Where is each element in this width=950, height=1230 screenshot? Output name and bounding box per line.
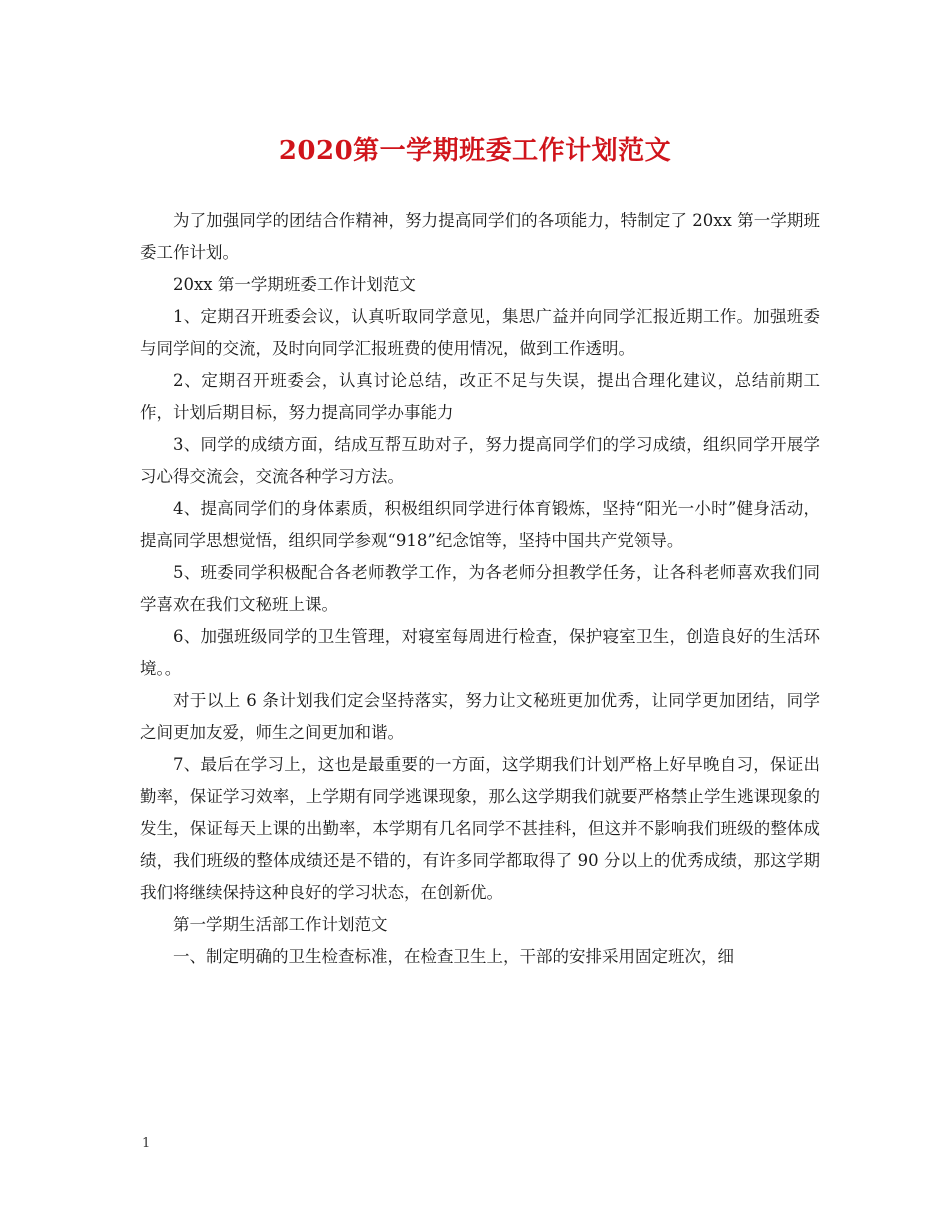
paragraph-item-4: 4、提高同学们的身体素质，积极组织同学进行体育锻炼，坚持“阳光一小时”健身活动，提高同学思想觉悟，组织同学参观“918”纪念馆等，坚持中国共产党领导。 <box>140 499 820 550</box>
paragraph-summary: 对于以上 6 条计划我们定会坚持落实，努力让文秘班更加优秀，让同学更加团结，同学之间更加友爱，师生之间更加和谐。 <box>140 691 820 742</box>
paragraph-item-7: 7、最后在学习上，这也是最重要的一方面，这学期我们计划严格上好早晚自习，保证出勤率，保证学习效率，上学期有同学逃课现象，那么这学期我们就要严格禁止学生逃课现象的发生，保证每天上课的出勤率，本学期有几名同学不甚挂科，但这并不影响我们班级的整体成绩，我们班级的整体成绩还是不错的，有许多同学都取得了 90 分以上的优秀成绩，那这学期我们将继续保持这种良好的学习状态，在创新优。 <box>140 755 820 902</box>
document-title: 2020第一学期班委工作计划范文 <box>278 136 672 166</box>
document-body <box>140 205 820 973</box>
paragraph-item-5: 5、班委同学积极配合各老师教学工作，为各老师分担教学任务，让各科老师喜欢我们同学喜欢在我们文秘班上课。 <box>140 563 820 614</box>
paragraph-item-1: 1、定期召开班委会议，认真听取同学意见，集思广益并向同学汇报近期工作。加强班委与同学间的交流，及时向同学汇报班费的使用情况，做到工作透明。 <box>140 307 820 358</box>
paragraph-section-item-1: 一、制定明确的卫生检查标准，在检查卫生上，干部的安排采用固定班次，细 <box>173 947 734 966</box>
paragraph-item-6: 6、加强班级同学的卫生管理，对寝室每周进行检查，保护寝室卫生，创造良好的生活环境。。 <box>140 627 820 678</box>
paragraph-intro: 为了加强同学的团结合作精神，努力提高同学们的各项能力，特制定了 20xx 第一学期班委工作计划。 <box>140 211 820 262</box>
paragraph-subtitle: 20xx 第一学期班委工作计划范文 <box>173 275 416 294</box>
paragraph-item-3: 3、同学的成绩方面，结成互帮互助对子，努力提高同学们的学习成绩，组织同学开展学习心得交流会，交流各种学习方法。 <box>140 435 820 486</box>
page-number: 1 <box>142 1136 151 1151</box>
paragraph-item-2: 2、定期召开班委会，认真讨论总结，改正不足与失误，提出合理化建议，总结前期工作，计划后期目标，努力提高同学办事能力 <box>140 371 820 422</box>
paragraph-section-heading: 第一学期生活部工作计划范文 <box>173 915 388 934</box>
